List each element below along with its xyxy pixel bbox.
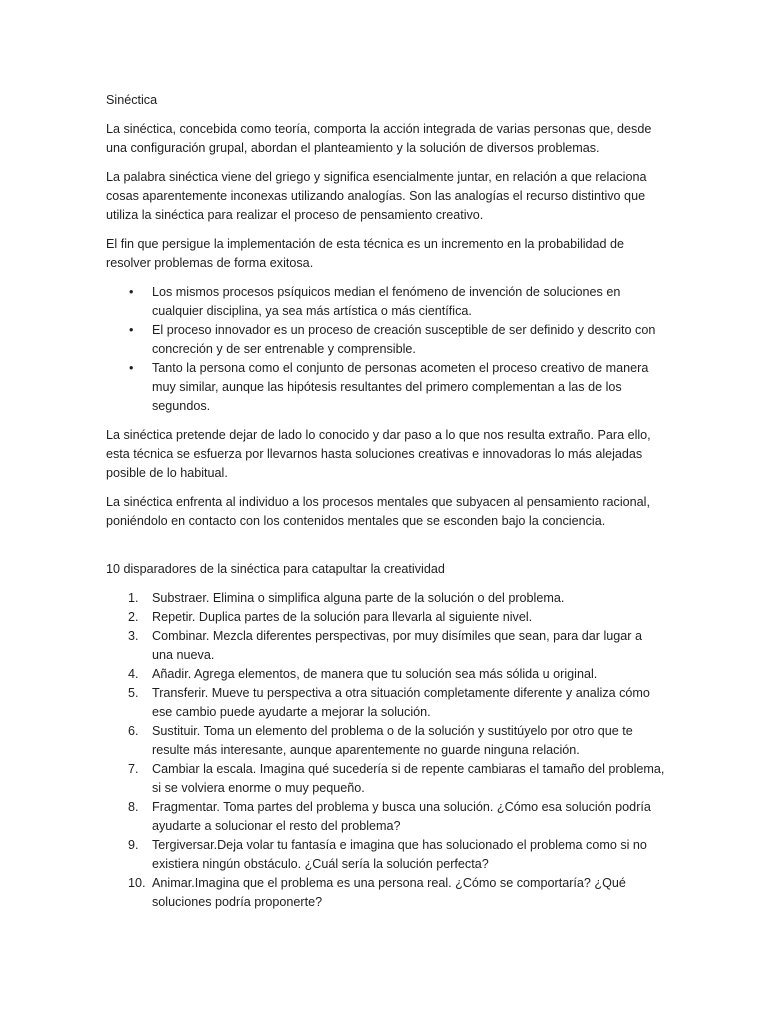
list-item-text: Combinar. Mezcla diferentes perspectivas, por muy disímiles que sean, para dar lugar a una nueva. xyxy=(152,629,642,662)
list-item-text: Tanto la persona como el conjunto de personas acometen el proceso creativo de manera muy similar, aunque las hipótesis resultantes del primero complementan a las de los segundos. xyxy=(152,361,649,413)
list-item xyxy=(106,608,666,627)
bullet-icon: • xyxy=(129,361,134,375)
list-item-text: Tergiversar.Deja volar tu fantasía e imagina que has solucionado el problema como si no existiera ningún obstáculo. ¿Cuál sería la solución perfecta? xyxy=(152,838,647,871)
blank-line xyxy=(106,541,666,560)
list-item xyxy=(106,321,666,359)
list-item xyxy=(106,836,666,874)
paragraph: La sinéctica pretende dejar de lado lo conocido y dar paso a lo que nos resulta extraño. Para ello, esta técnica se esfuerza por llevarnos hasta soluciones creativas e innovadoras lo más alejadas posible de lo habitual. xyxy=(106,428,651,480)
list-item xyxy=(106,760,666,798)
list-item xyxy=(106,684,666,722)
list-item xyxy=(106,722,666,760)
list-item-text: Transferir. Mueve tu perspectiva a otra situación completamente diferente y analiza cómo ese cambio puede ayudarte a mejorar la solución. xyxy=(152,686,650,719)
list-heading: 10 disparadores de la sinéctica para catapultar la creatividad xyxy=(106,562,445,576)
list-item xyxy=(106,589,666,608)
list-number: 1. xyxy=(128,591,139,605)
list-item-text: Animar.Imagina que el problema es una persona real. ¿Cómo se comportaría? ¿Qué soluciones podría proponerte? xyxy=(152,876,626,909)
list-item xyxy=(106,874,666,912)
list-item xyxy=(106,283,666,321)
list-item xyxy=(106,359,666,416)
bullet-list xyxy=(106,283,666,416)
list-item xyxy=(106,627,666,665)
list-item-text: Añadir. Agrega elementos, de manera que tu solución sea más sólida u original. xyxy=(152,667,598,681)
document-title: Sinéctica xyxy=(106,93,158,107)
bullet-icon: • xyxy=(129,285,134,299)
paragraph: El fin que persigue la implementación de esta técnica es un incremento en la probabilidad de resolver problemas de forma exitosa. xyxy=(106,237,625,270)
list-item-text: Fragmentar. Toma partes del problema y busca una solución. ¿Cómo esa solución podría ayudarte a solucionar el resto del problema? xyxy=(152,800,651,833)
paragraph: La sinéctica, concebida como teoría, comporta la acción integrada de varias personas que, desde una configuración grupal, abordan el planteamiento y la solución de diversos problemas. xyxy=(106,122,652,155)
list-item xyxy=(106,798,666,836)
list-number: 6. xyxy=(128,724,139,738)
list-number: 4. xyxy=(128,667,139,681)
paragraph: La palabra sinéctica viene del griego y significa esencialmente juntar, en relación a que relaciona cosas aparentemente inconexas utilizando analogías. Son las analogías el recurso distintivo que utiliza la sinéctica para realizar el proceso de pensamiento creativo. xyxy=(106,170,647,222)
paragraph: La sinéctica enfrenta al individuo a los procesos mentales que subyacen al pensamiento racional, poniéndolo en contacto con los contenidos mentales que se esconden bajo la conciencia. xyxy=(106,495,650,528)
list-item xyxy=(106,665,666,684)
list-number: 2. xyxy=(128,610,139,624)
list-item-text: Sustituir. Toma un elemento del problema o de la solución y sustitúyelo por otro que te resulte más interesante, aunque aparentemente no guarde ninguna relación. xyxy=(152,724,633,757)
list-number: 9. xyxy=(128,838,139,852)
bullet-icon: • xyxy=(129,323,134,337)
list-number: 7. xyxy=(128,762,139,776)
list-number: 10. xyxy=(128,876,146,890)
list-item-text: Cambiar la escala. Imagina qué sucedería si de repente cambiaras el tamaño del problema, si se volviera enorme o muy pequeño. xyxy=(152,762,665,795)
list-item-text: Los mismos procesos psíquicos median el fenómeno de invención de soluciones en cualquier disciplina, ya sea más artística o más científica. xyxy=(152,285,621,318)
list-number: 3. xyxy=(128,629,139,643)
list-item-text: Repetir. Duplica partes de la solución para llevarla al siguiente nivel. xyxy=(152,610,533,624)
list-number: 8. xyxy=(128,800,139,814)
list-number: 5. xyxy=(128,686,139,700)
list-item-text: Substraer. Elimina o simplifica alguna parte de la solución o del problema. xyxy=(152,591,565,605)
numbered-list xyxy=(106,589,666,912)
list-item-text: El proceso innovador es un proceso de creación susceptible de ser definido y descrito con concreción y de ser entrenable y comprensible. xyxy=(152,323,656,356)
document-body xyxy=(106,91,666,912)
